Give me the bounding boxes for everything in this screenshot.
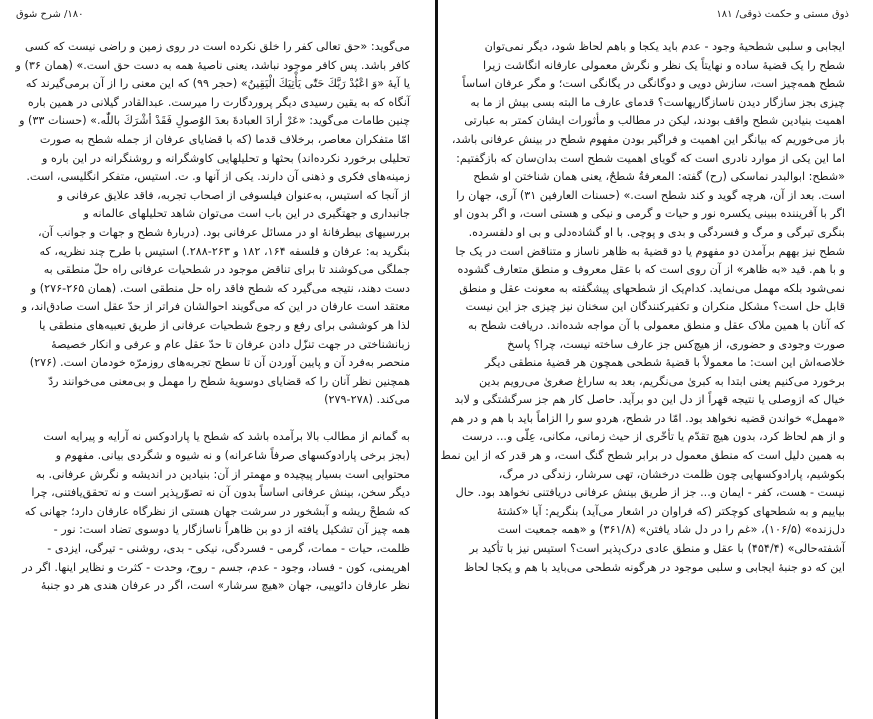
text-line: بیاییم و به شطحهای کوچکتر (که فراوان در اشعار می‌آید) بنگریم: آیا «کشتهٔ: [496, 504, 845, 518]
text-line: زمینه‌های فکری و ذهنی آن دارند. یکی از آنها و. ت. استیس، متفکر انگلیسی، است.: [26, 170, 410, 184]
text-line: [22, 410, 410, 429]
text-line: این که دو جنبهٔ ایجابی و سلبی موجود در هرگونه شطحی می‌باید با هم و یکجا لحاظ: [463, 560, 845, 574]
left-page-body: [15, 38, 410, 596]
text-line: دل‌زنده» (۱۰۶/۵)، «غم را در دل شاد یافتن» (۳۶۱/۸) و «همه جمعیت است: [497, 523, 845, 537]
text-line: تحلیلی برخورد نکرده‌اند) بحثها و تحلیلهایی کاوشگرانه و روشنگرانه در این باره و: [42, 151, 410, 165]
text-line: «شطح: ابوالبدر نماسکی (رح) گفته: المعرفةُ شطحٌ، یعنی همان شناختن او شطح: [473, 170, 845, 184]
text-line: باز می‌خوریم که بیانگر این اهمیت و فراگیر بودن مفهوم شطح در بینش عرفانی باشد،: [451, 132, 845, 146]
text-line: می‌گوید: «حق تعالی کفر را خلق نکرده است در روی زمین و راضی نیست که کسی: [24, 40, 410, 53]
text-line: شطح همه‌چیز است، سازش دویی و دوگانگی در یگانگی است؛ و مگر عرفان اساساً: [462, 77, 845, 91]
text-line: منحصر به‌فرد آن و پایین آوردن آن تا سطح تجربه‌های روزمرّه خودمان است. (۲۷۶): [29, 356, 410, 370]
text-line: نیست - هست، کفر - ایمان و... جز از طریق بینش عرفانی دریافتنی نخواهد بود. حال: [455, 486, 845, 500]
text-line: معتقد است عارفان در این که می‌گویند احوالشان فراتر از حدّ عقل است صادق‌اند، و: [21, 300, 410, 314]
text-line: قابل حل است؟ مشکل منکران و تکفیرکنندگان این سخنان نیز چیزی جز این نیست: [465, 300, 845, 314]
text-line: ظلمت، حیات - ممات، گرمی - فسردگی، نیکی - بدی، روشنی - تیرگی، ایزدی -: [47, 542, 410, 556]
text-line: شطح را یک قضیهٔ ساده و نهایتاً یک نظر و نگرش معمولی عارفانه انگاشت زیرا: [482, 58, 845, 72]
text-line: است. بعد از آن، هرچه گوید و کند شطح است.» (حسنات العارفین ۳۱) آری، جهان را: [456, 188, 845, 202]
left-page: [0, 0, 432, 719]
text-line: و با هم. قید «به ظاهر» از آن روی است که با عقل معروف و منطق متعارف گشوده: [457, 263, 845, 277]
text-line: بنگرید به: عرفان و فلسفه ۱۶۴، ۱۸۲ و ۲۶۳-۲۸۸.) استیس با طرح چند نظریه، که: [39, 244, 410, 258]
book-gutter: [435, 0, 438, 719]
text-line: به همین دلیل است که منطق معمول در برابر شطح گنگ است، و هر قدر که از این نمط: [440, 449, 845, 463]
text-line: ایجابی و سلبی شطحیهٔ وجود - عدم باید یکجا و باهم لحاظ شود، دیگر نمی‌توان: [484, 40, 845, 53]
text-line: دیگر سخن، بینش عرفانی اساساً بدون آن نه تصوّرپذیر است و نه تحقق‌یافتنی، چرا: [31, 486, 410, 500]
text-line: اما این یکی از موارد نادری است که گویای اهمیت شطح است بدان‌سان که بازگفتیم:: [456, 151, 845, 165]
text-line: نظر عارفان دائوییی، جهان «هیچ سرشار» است، اگر در عرفان هندی هر دو جنبهٔ: [40, 579, 410, 593]
text-line: چنین طامات می‌گوید: «عَرْ أرادَ العبادةَ بعدَ الوُصولِ فَقَدْ أشْرَكَ باللّٰه.» (حسنات ۳۳) و: [19, 114, 410, 128]
text-line: کافر باشد. پس کافر موجود نباشد، یعنی ناصیهٔ همه به دست حق است.» (همان ۳۶) و: [15, 58, 410, 72]
text-line: آشفته‌حالی» (۴۵۴/۴) با عقل و منطق عادی درک‌پذیر است؟ استیس نیز با تأکید بر: [469, 542, 845, 556]
text-line: بررسیهای بیطرفانهٔ او در مسائل عرفانی بود. (دربارهٔ شطح و جهات و جوانب آن،: [37, 225, 410, 239]
text-line: یا آیهٔ «وَ اعْبُدْ رَبَّكَ حَتّٰى یَأْتِیَكَ الْیَقِینُ» (حجر ۹۹) که این معنی را از آن برمی‌گیرند که: [25, 77, 410, 91]
text-line: می‌کند. (۲۷۸-۲۷۹): [324, 393, 410, 407]
text-line: اهمیت بنیادین شطح واقف بودند، لیکن در مطالب و مأثورات ایشان کمتر به عبارتی: [464, 114, 845, 128]
text-line: بکوشیم، پارادوکسهایی چون ظلمت درخشان، تهی سرشار، زندگی در مرگ،: [498, 467, 845, 481]
text-line: به گمانم از مطالب بالا برآمده باشد که شطح یا پارادوکس نه آرایه و پیرایه است: [43, 430, 410, 444]
text-line: که شطحْ ریشه و آبشخور در سرشت جهان هستی از نظرگاه عارفان دارد؛ جهانی که: [24, 504, 410, 518]
text-line: «مهمل» خواندن قضیه نخواهد بود. امّا در شطح، هردو سو را الزاماً باید با هم و در هم: [450, 411, 845, 425]
right-page-header: ذوق مستی و حکمت ذوقی/ ۱۸۱: [716, 9, 849, 20]
text-line: صورت وجودی و حضوری، از هیچ‌کس جز عارف ساخته نیست، چرا؟ پاسخ: [507, 337, 845, 351]
text-line: و از هم لحاظ کرد، بدون هیچ تقدّم یا تأخّری از حیث زمانی، مکانی، عِلّی و... درست: [462, 430, 845, 444]
text-line: جملگی می‌کوشند تا برای تناقض موجود در شطحیات عرفانی راه حلّ منطقی به: [43, 263, 410, 277]
text-line: نمی‌شود بلکه مهمل می‌نماید. کدام‌یک از شطحهای پیشگفته به معونت عقل و منطق: [459, 281, 845, 295]
text-line: از آنجا که استیس، به‌عنوان فیلسوفی از اصحاب تجربه، فاقد علایق عرفانی و: [57, 188, 410, 202]
right-page: [441, 0, 873, 719]
text-line: بنگری تیرگی و مرگ و فسردگی و بدی و پوچی. با او گشاده‌دلی و بی او دلفسرده.: [468, 225, 845, 239]
text-line: محتوایی است بسیار پیچیده و مهمتر از آن: بنیادین در اندیشه و نگرش عرفانی. به: [35, 467, 410, 481]
right-page-body: [440, 38, 845, 577]
text-line: جانبداری و جهتگیری در این باب است می‌توان شاهد تحلیلهای عالمانه و: [83, 207, 410, 221]
left-page-header: ۱۸۰/ شرح شوق: [16, 9, 84, 20]
text-line: زبانشناختی در جهت تنزّل دادن عرفان تا حدّ عقل عام و عرفی و انکار خصیصهٔ: [51, 337, 410, 351]
text-line: شطح نیز بههم برآمدن دو مفهوم یا دو قضیهٔ به ظاهر ناساز و متناقض است در یک جا: [455, 244, 845, 258]
text-line: همچنین نظر آنان را که قضایای دوسویهٔ شطح را مهمل و بی‌معنی می‌خوانند ردّ: [48, 374, 410, 388]
text-line: اهریمنی، کون - فساد، وجود - عدم، جسم - روح، وحدت - کثرت و نظایر اینها. اگر در: [22, 560, 410, 574]
text-line: لذا هر کوششی برای رفع و رجوع شطحیات عرفانی از طریق تعبیه‌های منطقی یا: [38, 318, 410, 332]
text-line: (بجز برخی پارادوکسهای صرفاً شاعرانه) و نه شیوه و شگردی بیانی. مفهوم و: [55, 449, 410, 463]
text-line: که آنان با همین ملاک عقل و منطق معمولی با آن مواجه شده‌اند. دریافت شطح به: [468, 318, 845, 332]
text-line: اگر با آفریننده ببینی یکسره نور و حیات و گرمی و نیکی و هستی است، و اگر بدون او: [454, 207, 845, 221]
text-line: همه چیز آن تشکیل یافته از دو بن ظاهراً ناسازگار یا دوسوی تضاد است: نور -: [53, 523, 410, 537]
text-line: آنگاه که به یقین رسیدی دیگر پروردگارت را میرست. عبدالقادر گیلانی در همین باره: [27, 95, 410, 109]
text-line: چیزی بجز سازگار دیدن ناسازگاریهاست؟ قدمای عارف ما البته بسی بیش از ما به: [470, 95, 845, 109]
text-line: خیال که ازوصلی یا نتیجه قهراً از دل این دو برآید. حاصل کار هم جز سرگشتگی و لابد: [454, 393, 845, 407]
text-line: برخورد می‌کنیم یعنی ابتدا به کبریٰ می‌نگریم، بعد به ساراغ صغریٰ می‌رویم بدین: [479, 374, 845, 388]
text-line: دست دهند، نتیجه می‌گیرد که شطح فاقد راه حل منطقی است. (همان ۲۶۵-۲۷۶) و: [30, 281, 410, 295]
text-line: امّا متفکران معاصر، برخلاف قدما (که با قضایای عرفان از جمله شطح به صورت: [39, 132, 410, 146]
text-line: خلاصه‌اش این است: ما معمولاً با قضیهٔ شطحی همچون هر قضیهٔ منطقی دیگر: [484, 356, 845, 370]
